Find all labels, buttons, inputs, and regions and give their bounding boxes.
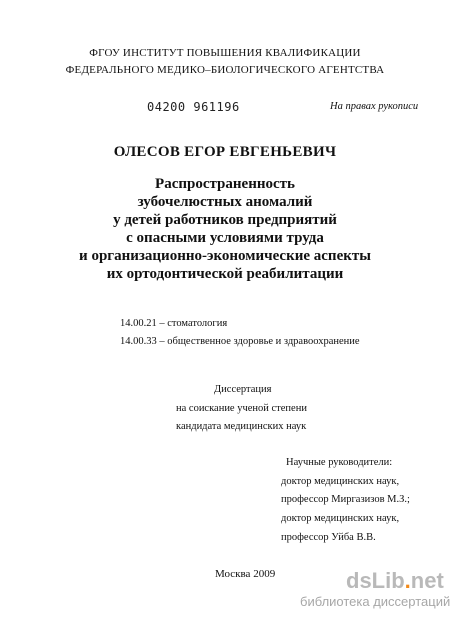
title-line: с опасными условиями труда <box>126 230 324 246</box>
rights-note: На правах рукописи <box>330 101 419 112</box>
watermark-caption: библиотека диссертаций <box>300 594 450 609</box>
institution-line-2: ФЕДЕРАЛЬНОГО МЕДИКО–БИОЛОГИЧЕСКОГО АГЕНТСТВА <box>65 64 385 76</box>
archive-stamp: 04200 961196 <box>147 100 240 114</box>
watermark-dot: . <box>404 568 411 593</box>
supervisor-line: доктор медицинских наук, <box>281 476 400 487</box>
title-line: их ортодонтической реабилитации <box>106 266 344 282</box>
supervisor-line: доктор медицинских наук, <box>281 513 400 524</box>
institution-line-1: ФГОУ ИНСТИТУТ ПОВЫШЕНИЯ КВАЛИФИКАЦИИ <box>89 47 361 59</box>
dissertation-label: Диссертация <box>214 384 272 395</box>
degree-line: на соискание ученой степени <box>176 403 307 414</box>
author-name: ОЛЕСОВ ЕГОР ЕВГЕНЬЕВИЧ <box>113 144 337 160</box>
title-line: зубочелюстных аномалий <box>137 194 313 210</box>
title-line: у детей работников предприятий <box>113 212 337 228</box>
city-year: Москва 2009 <box>215 568 276 580</box>
specialty-code: 14.00.21 – стоматология <box>120 318 228 329</box>
title-line: Распространенность <box>155 176 295 192</box>
supervisors-heading: Научные руководители: <box>286 457 393 468</box>
watermark-logo: dsLib.net <box>346 568 444 593</box>
specialty-code: 14.00.33 – общественное здоровье и здравоохранение <box>120 336 360 347</box>
supervisor-line: профессор Миргазизов М.З.; <box>281 494 410 505</box>
supervisor-line: профессор Уйба В.В. <box>281 532 376 543</box>
title-line: и организационно-экономические аспекты <box>79 248 371 264</box>
degree-line: кандидата медицинских наук <box>176 421 307 432</box>
